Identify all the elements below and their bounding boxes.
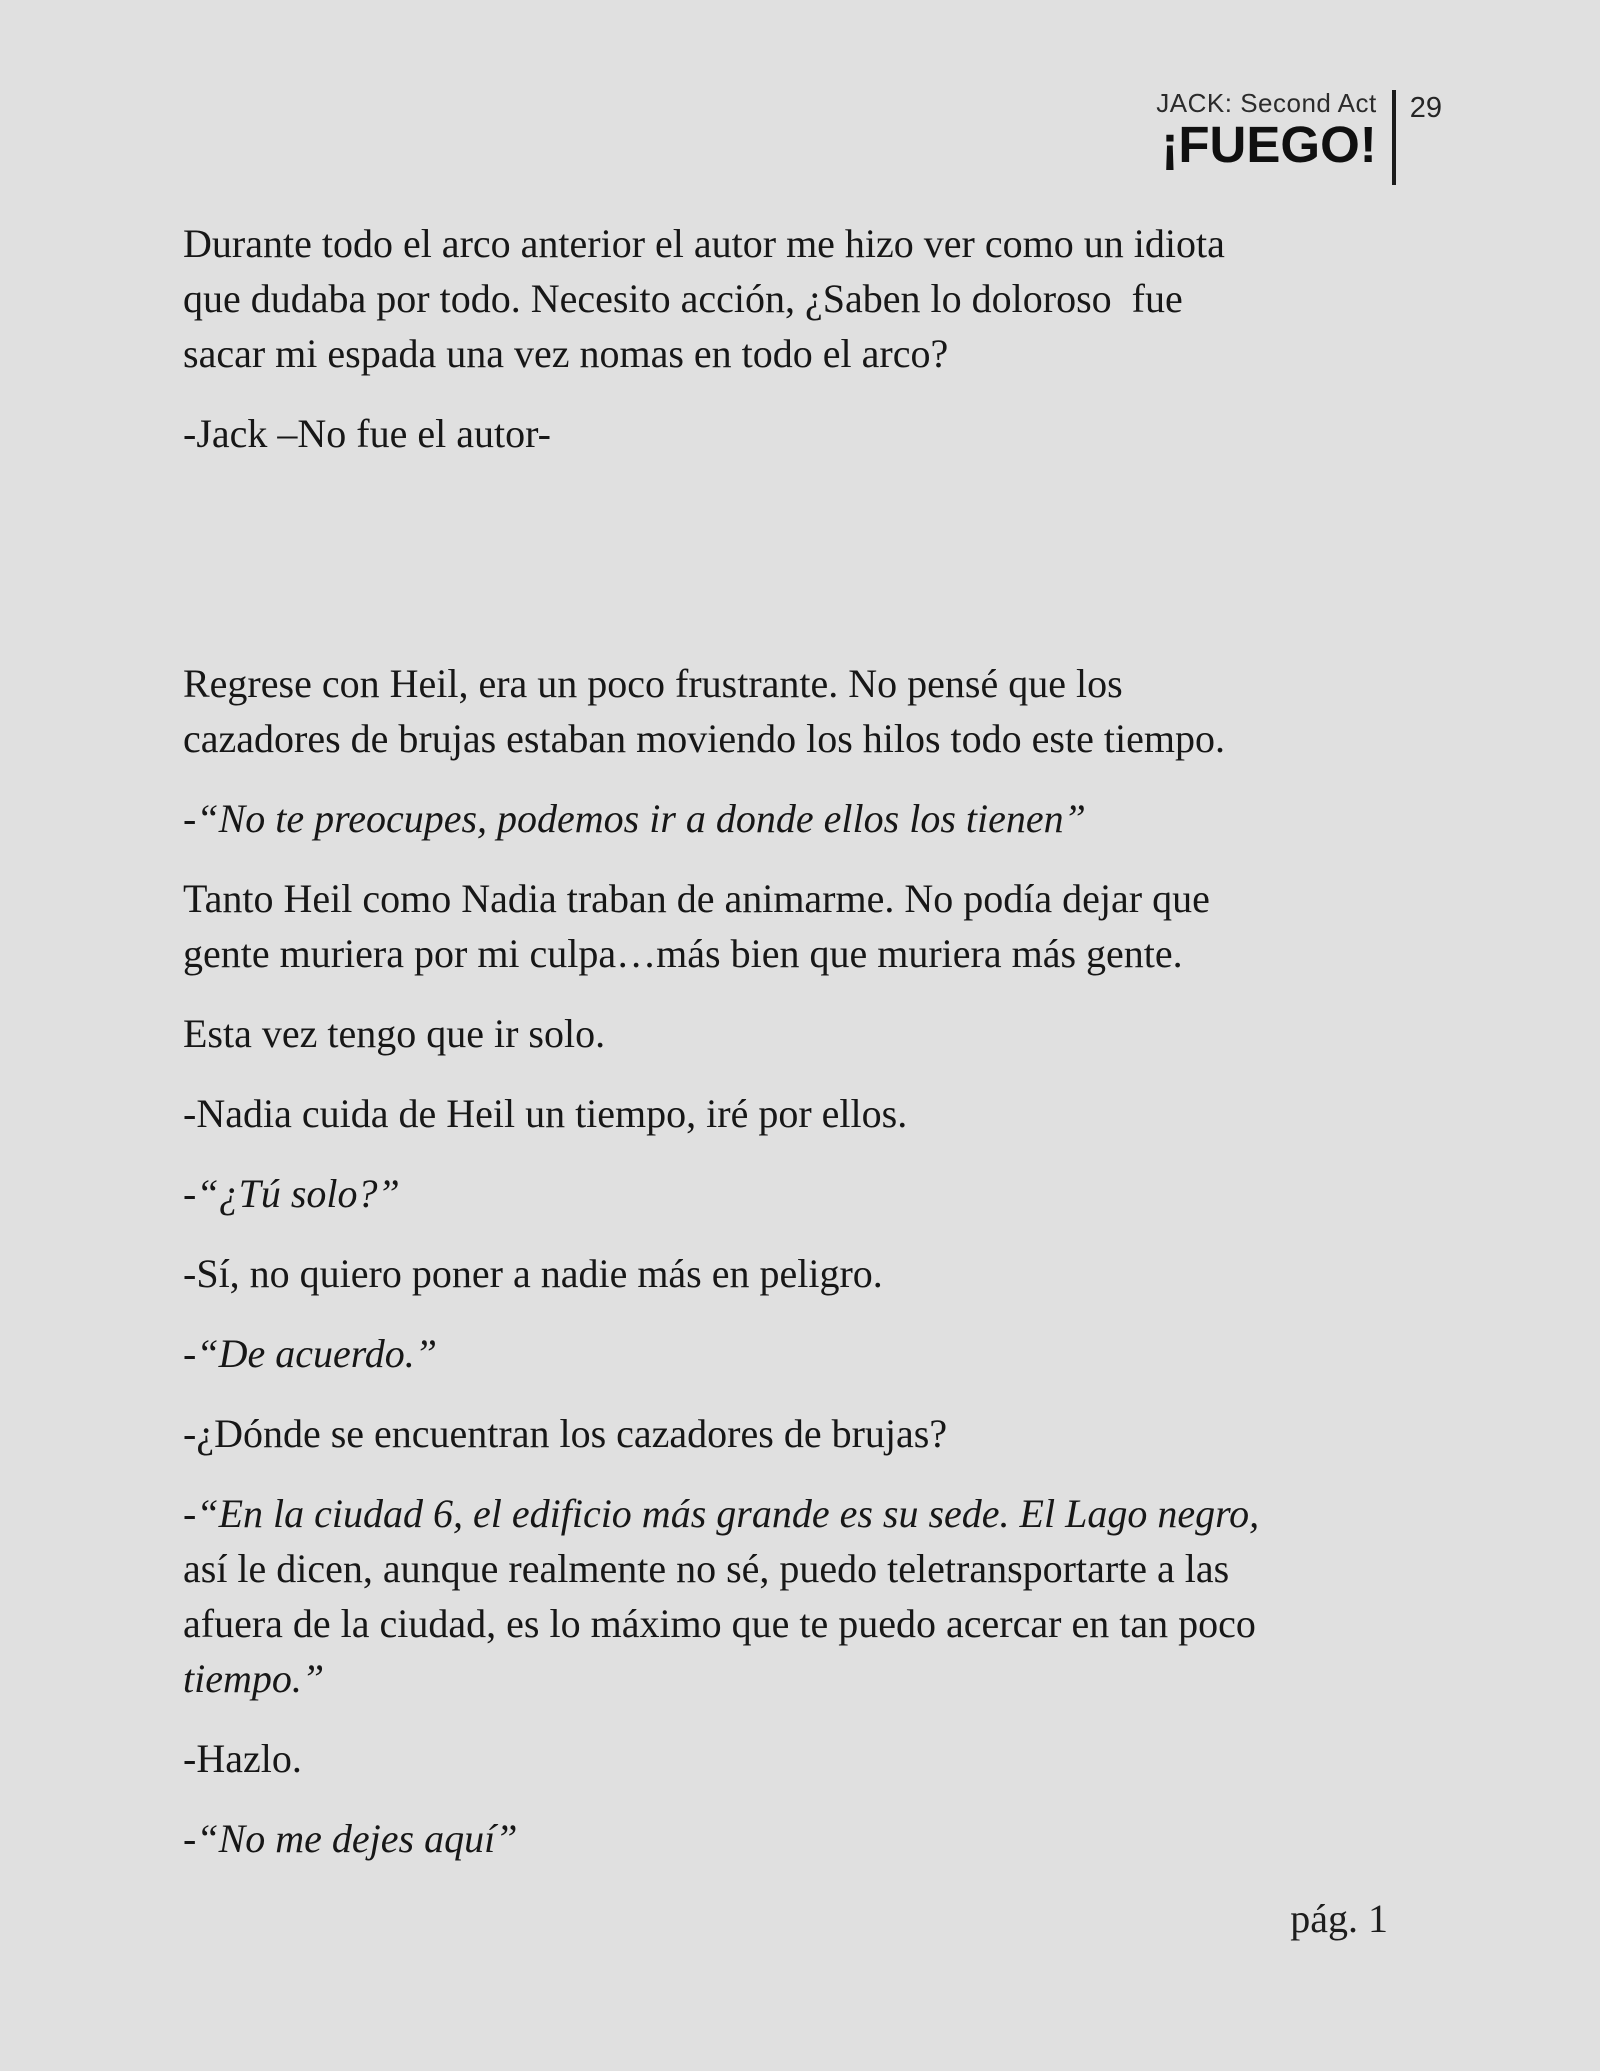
header-page-number: 29 (1409, 92, 1442, 124)
text-line: tiempo.” (183, 1656, 325, 1701)
chapter-title: ¡FUEGO! (1161, 116, 1377, 173)
text-line: cazadores de brujas estaban moviendo los hilos todo este tiempo. (183, 716, 1225, 761)
text-line: gente muriera por mi culpa…más bien que muriera más gente. (183, 931, 1183, 976)
page-footer-label: pág. 1 (1290, 1896, 1388, 1941)
text-line: Esta vez tengo que ir solo. (183, 1011, 606, 1056)
blank-gap (183, 486, 1600, 656)
paragraph (183, 1246, 1600, 1301)
paragraph (183, 406, 1600, 461)
paragraph (183, 1086, 1600, 1141)
paragraph (183, 656, 1600, 766)
text-line: -Hazlo. (183, 1736, 302, 1781)
text-line: -Sí, no quiero poner a nadie más en peligro. (183, 1251, 883, 1296)
paragraph (183, 1006, 1600, 1061)
header-divider (1392, 90, 1396, 185)
text-line: -“No me dejes aquí” (183, 1816, 518, 1861)
page-header (1156, 88, 1442, 185)
paragraph (183, 1406, 1600, 1461)
paragraph (183, 216, 1600, 381)
paragraph-dialogue (183, 1166, 1600, 1221)
text-line: afuera de la ciudad, es lo máximo que te puedo acercar en tan poco (183, 1601, 1256, 1646)
text-line: -“En la ciudad 6, el edificio más grande es su sede. El Lago negro, (183, 1491, 1260, 1536)
page-footer (183, 1891, 1388, 1946)
paragraph (183, 871, 1600, 981)
paragraph-dialogue (183, 1326, 1600, 1381)
paragraph-dialogue (183, 791, 1600, 846)
text-line: -“¿Tú solo?” (183, 1171, 400, 1216)
text-line: así le dicen, aunque realmente no sé, puedo teletransportarte a las (183, 1546, 1230, 1591)
book-title: JACK: Second Act (1156, 88, 1377, 118)
text-line: Regrese con Heil, era un poco frustrante. No pensé que los (183, 661, 1123, 706)
paragraph (183, 1731, 1600, 1786)
text-line: Tanto Heil como Nadia traban de animarme. No podía dejar que (183, 876, 1210, 921)
paragraph-dialogue (183, 1486, 1600, 1706)
text-line: -¿Dónde se encuentran los cazadores de brujas? (183, 1411, 948, 1456)
text-line: sacar mi espada una vez nomas en todo el arco? (183, 331, 949, 376)
text-line: Durante todo el arco anterior el autor me hizo ver como un idiota (183, 221, 1225, 266)
header-titles (1156, 88, 1376, 171)
text-line: -“No te preocupes, podemos ir a donde ellos los tienen” (183, 796, 1086, 841)
text-line: que dudaba por todo. Necesito acción, ¿Saben lo doloroso fue (183, 276, 1183, 321)
paragraph-dialogue (183, 1811, 1600, 1866)
text-line: -“De acuerdo.” (183, 1331, 438, 1376)
text-line: -Nadia cuida de Heil un tiempo, iré por ellos. (183, 1091, 908, 1136)
text-line: -Jack –No fue el autor- (183, 411, 551, 456)
